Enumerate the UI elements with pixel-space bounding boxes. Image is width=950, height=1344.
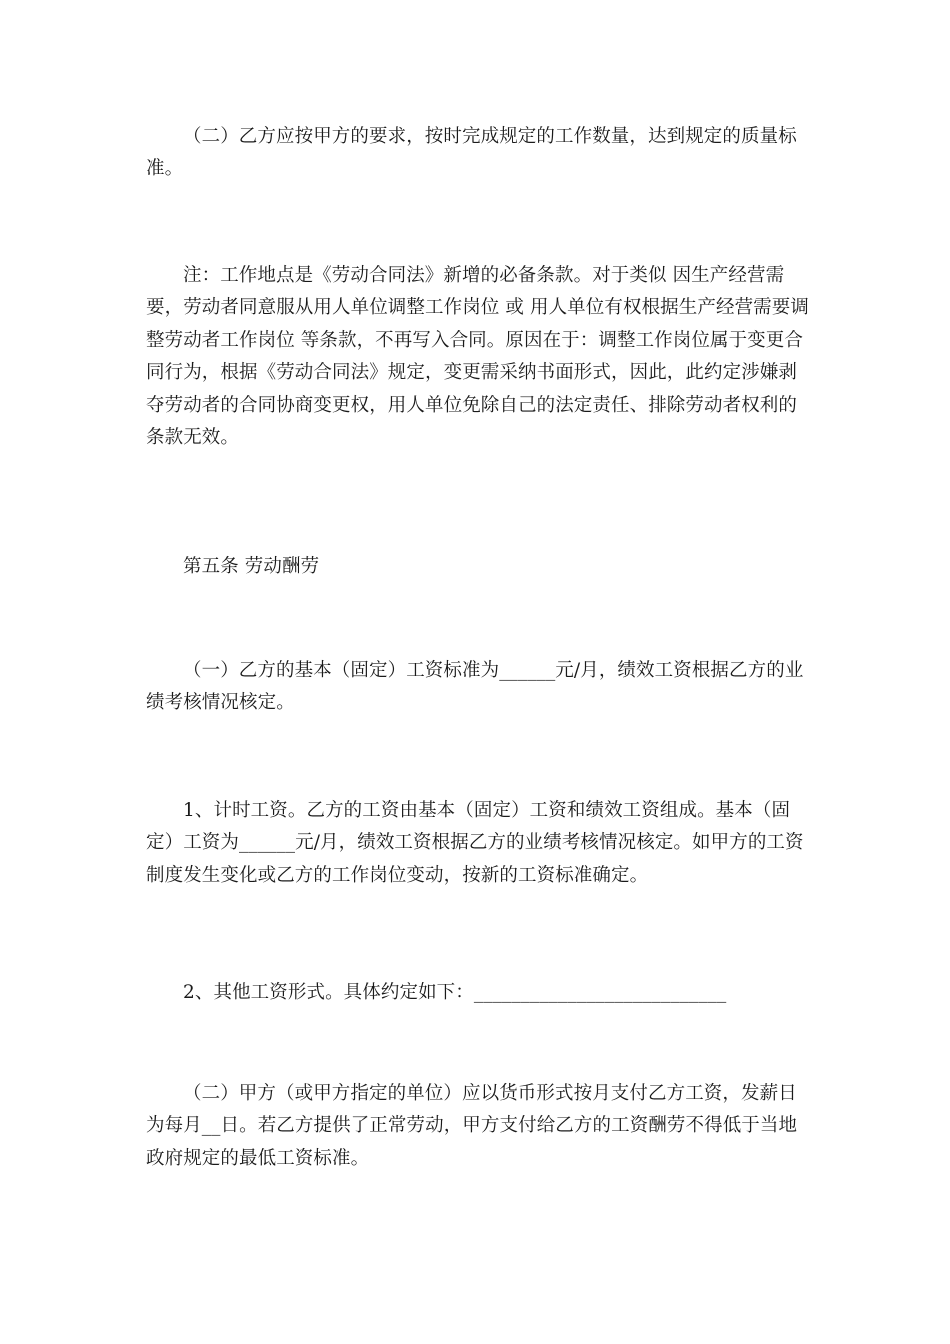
paragraph-basic-salary: （一）乙方的基本（固定）工资标准为______元/月，绩效工资根据乙方的业绩考核情况核定。 <box>146 660 804 714</box>
paragraph-payment-date: （二）甲方（或甲方指定的单位）应以货币形式按月支付乙方工资，发薪日为每月__日。若乙方提供了正常劳动，甲方支付给乙方的工资酬劳不得低于当地政府规定的最低工资标准。 <box>146 1083 798 1169</box>
paragraph-note-work-location: 注：工作地点是《劳动合同法》新增的必备条款。对于类似 因生产经营需要，劳动者同意服从用人单位调整工作岗位 或 用人单位有权根据生产经营需要调整劳动者工作岗位 等条款，不再写入合同。原因在于：调整工作岗位属于变更合同行为，根据《劳动合同法》规定，变更需采纳书面形式，因此，此约定涉嫌剥夺劳动者的合同协商变更权，用人单位免除自己的法定责任、排除劳动者权利的条款无效。 <box>146 265 809 449</box>
paragraph-other-wage: 2、其他工资形式。具体约定如下：___________________________ <box>183 982 727 1003</box>
article-heading-remuneration: 第五条 劳动酬劳 <box>183 556 320 577</box>
paragraph-time-wage: 1、计时工资。乙方的工资由基本（固定）工资和绩效工资组成。基本（固定）工资为______元/月，绩效工资根据乙方的业绩考核情况核定。如甲方的工资制度发生变化或乙方的工作岗位变动，按新的工资标准确定。 <box>146 800 804 886</box>
paragraph-work-quality: （二）乙方应按甲方的要求，按时完成规定的工作数量，达到规定的质量标准。 <box>146 126 797 180</box>
